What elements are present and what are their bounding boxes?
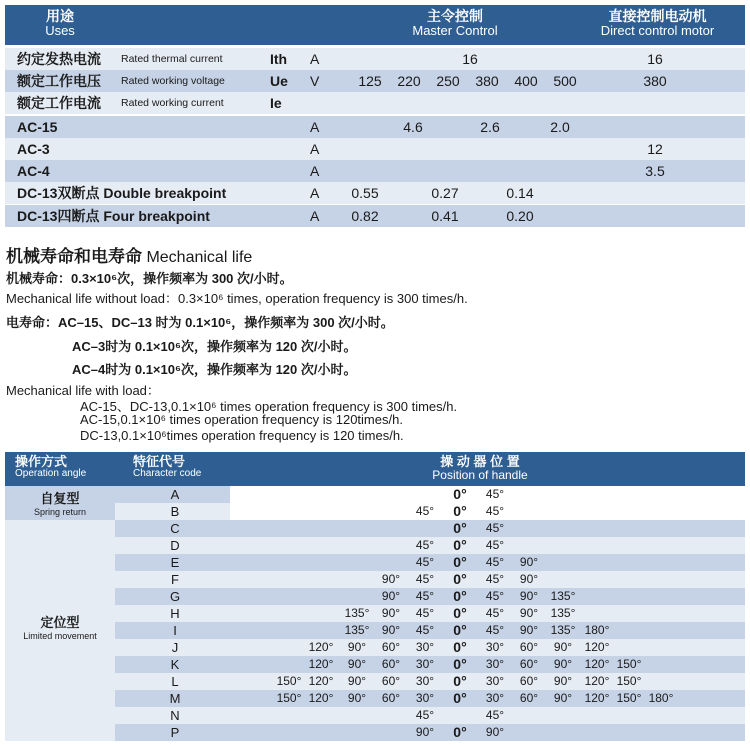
spec-row-english: Rated thermal current — [121, 53, 223, 65]
spec-master-value: 4.6 — [403, 119, 423, 135]
position-angle: 30° — [485, 657, 505, 671]
spec-row — [5, 48, 745, 70]
position-angle: 30° — [485, 674, 505, 688]
position-angle: 90° — [519, 623, 539, 637]
uses-header: 用途 Uses — [45, 8, 75, 38]
position-zero: 0° — [453, 486, 467, 502]
position-angle: 90° — [347, 674, 367, 688]
position-angle: 60° — [519, 691, 539, 705]
position-angle: 120° — [308, 640, 334, 654]
spec-master-value: 2.0 — [550, 119, 570, 135]
position-row — [5, 588, 745, 605]
position-zero: 0° — [453, 673, 467, 689]
life-line: 机械寿命：0.3×10⁶次，操作频率为 300 次/小时。 — [6, 271, 293, 286]
spec-direct-value: 3.5 — [645, 163, 665, 179]
spec-master-value: 0.41 — [431, 208, 459, 224]
position-angle: 120° — [584, 691, 610, 705]
spec-row — [5, 160, 745, 182]
position-code: L — [171, 674, 179, 689]
position-code: E — [170, 555, 180, 570]
spec-row-name: DC-13双断点 Double breakpoint — [17, 185, 227, 201]
spec-master-value: 0.14 — [506, 185, 534, 201]
spec-master-value: 125 — [358, 73, 382, 89]
position-angle: 60° — [381, 674, 401, 688]
position-angle: 90° — [553, 691, 573, 705]
position-zero: 0° — [453, 520, 467, 536]
spec-row-name: 约定发热电流 — [17, 51, 101, 67]
position-angle: 45° — [485, 708, 505, 722]
life-line: Mechanical life with load： — [6, 383, 160, 398]
position-angle: 120° — [584, 657, 610, 671]
position-row — [5, 503, 745, 520]
position-angle: 30° — [415, 640, 435, 654]
spec-direct-value: 380 — [643, 73, 667, 89]
position-angle: 45° — [485, 606, 505, 620]
position-angle: 45° — [485, 521, 505, 535]
position-angle: 120° — [584, 674, 610, 688]
position-angle: 45° — [415, 623, 435, 637]
life-line: AC-15,0.1×10⁶ times operation frequency is 120times/h. — [80, 412, 403, 427]
position-angle: 90° — [553, 674, 573, 688]
life-line: AC–3时为 0.1×10⁶次，操作频率为 120 次/小时。 — [72, 339, 357, 354]
spec-row-symbol: Ue — [270, 73, 288, 89]
position-angle: 150° — [616, 674, 642, 688]
life-line: Mechanical life without load：0.3×10⁶ times, operation frequency is 300 times/h. — [6, 291, 468, 306]
master-control-header: 主令控制 Master Control — [412, 8, 498, 38]
position-angle: 90° — [381, 606, 401, 620]
position-angle: 30° — [415, 674, 435, 688]
life-line: AC–4时为 0.1×10⁶次，操作频率为 120 次/小时。 — [72, 362, 357, 377]
handle-position-header: 操 动 器 位 置 Position of handle — [432, 454, 528, 482]
position-angle: 30° — [485, 640, 505, 654]
spec-direct-value: 16 — [647, 51, 663, 67]
position-angle: 45° — [415, 555, 435, 569]
position-code: G — [169, 589, 181, 604]
position-code: H — [170, 606, 180, 621]
position-angle: 45° — [485, 623, 505, 637]
position-code: C — [170, 521, 180, 536]
spec-row — [5, 182, 745, 204]
position-code: P — [170, 725, 180, 740]
position-angle: 90° — [519, 555, 539, 569]
position-angle: 90° — [381, 589, 401, 603]
spec-master-value: 380 — [475, 73, 499, 89]
spec-row-name: AC-3 — [17, 141, 50, 157]
position-angle: 120° — [308, 674, 334, 688]
spec-row-name: AC-4 — [17, 163, 50, 179]
position-zero: 0° — [453, 571, 467, 587]
group-limited-movement: 定位型 Limited movement — [23, 615, 97, 641]
position-angle: 45° — [415, 504, 435, 518]
position-angle: 45° — [415, 606, 435, 620]
life-line: DC-13,0.1×10⁶times operation frequency is 120 times/h. — [80, 428, 404, 443]
position-row — [5, 554, 745, 571]
position-angle: 135° — [344, 623, 370, 637]
spec-master-value: 400 — [514, 73, 538, 89]
spec-row-name: 额定工作电流 — [17, 95, 101, 111]
position-zero: 0° — [453, 537, 467, 553]
spec-row-unit: A — [310, 141, 320, 157]
position-angle: 150° — [276, 674, 302, 688]
position-row — [5, 690, 745, 707]
position-row — [5, 486, 745, 503]
position-zero: 0° — [453, 690, 467, 706]
position-row — [5, 707, 745, 724]
position-code: B — [170, 504, 180, 519]
group-spring-return: 自复型 Spring return — [33, 491, 87, 517]
position-row — [5, 622, 745, 639]
position-angle: 120° — [584, 640, 610, 654]
position-angle: 60° — [381, 640, 401, 654]
spec-master-value: 0.55 — [351, 185, 379, 201]
position-angle: 90° — [347, 691, 367, 705]
position-angle: 150° — [616, 691, 642, 705]
position-angle: 45° — [485, 555, 505, 569]
spec-row-english: Rated working current — [121, 97, 224, 109]
position-angle: 90° — [485, 725, 505, 739]
position-angle: 180° — [584, 623, 610, 637]
spec-master-value: 0.82 — [351, 208, 379, 224]
life-title: 机械寿命和电寿命 Mechanical life — [6, 247, 253, 266]
position-angle: 90° — [381, 623, 401, 637]
position-zero: 0° — [453, 622, 467, 638]
position-angle: 45° — [415, 538, 435, 552]
spec-master-value: 250 — [436, 73, 460, 89]
position-angle: 45° — [485, 487, 505, 501]
position-code: A — [170, 487, 180, 502]
spec-row-unit: A — [310, 208, 320, 224]
position-row — [5, 724, 745, 741]
spec-row-unit: A — [310, 185, 320, 201]
spec-table-header — [5, 5, 745, 45]
position-angle: 90° — [519, 589, 539, 603]
position-angle: 45° — [415, 708, 435, 722]
spec-row-name: AC-15 — [17, 119, 58, 135]
position-angle: 135° — [550, 623, 576, 637]
position-angle: 45° — [485, 589, 505, 603]
position-angle: 120° — [308, 657, 334, 671]
position-angle: 90° — [553, 657, 573, 671]
position-zero: 0° — [453, 605, 467, 621]
life-line: AC-15、DC-13,0.1×10⁶ times operation frequency is 300 times/h. — [80, 399, 458, 414]
position-row — [5, 639, 745, 656]
spec-master-value: 16 — [462, 51, 478, 67]
position-angle: 150° — [616, 657, 642, 671]
spec-row-symbol: Ie — [270, 95, 282, 111]
operation-mode-header: 操作方式 Operation angle — [15, 454, 87, 479]
spec-row-unit: A — [310, 51, 320, 67]
position-zero: 0° — [453, 554, 467, 570]
position-angle: 90° — [415, 725, 435, 739]
position-table-header — [5, 452, 745, 486]
spec-row — [5, 205, 745, 227]
position-angle: 60° — [519, 657, 539, 671]
position-angle: 135° — [550, 589, 576, 603]
spec-row-english: Rated working voltage — [121, 75, 225, 87]
spec-row-unit: A — [310, 119, 320, 135]
position-angle: 45° — [415, 572, 435, 586]
position-zero: 0° — [453, 588, 467, 604]
position-angle: 135° — [344, 606, 370, 620]
life-line: 电寿命：AC–15、DC–13 时为 0.1×10⁶，操作频率为 300 次/小时。 — [6, 315, 394, 330]
position-angle: 180° — [648, 691, 674, 705]
position-angle: 30° — [415, 691, 435, 705]
position-angle: 30° — [485, 691, 505, 705]
spec-row — [5, 116, 745, 138]
spec-row-symbol: Ith — [270, 51, 288, 67]
position-code: D — [170, 538, 180, 553]
position-angle: 60° — [381, 657, 401, 671]
position-row — [5, 537, 745, 554]
spec-row-unit: A — [310, 163, 320, 179]
spec-master-value: 2.6 — [480, 119, 500, 135]
spec-direct-value: 12 — [647, 141, 663, 157]
position-zero: 0° — [453, 639, 467, 655]
spec-master-value: 0.27 — [431, 185, 459, 201]
position-code: F — [171, 572, 179, 587]
direct-control-header: 直接控制电动机 Direct control motor — [600, 8, 715, 38]
position-code: I — [173, 623, 177, 638]
position-row — [5, 656, 745, 673]
position-code: N — [170, 708, 180, 723]
spec-row — [5, 92, 745, 114]
position-code: K — [170, 657, 180, 672]
position-angle: 120° — [308, 691, 334, 705]
position-angle: 90° — [553, 640, 573, 654]
position-angle: 45° — [485, 504, 505, 518]
position-zero: 0° — [453, 724, 467, 740]
spec-master-value: 0.20 — [506, 208, 534, 224]
position-row — [5, 605, 745, 622]
spec-row-unit: V — [310, 73, 320, 89]
character-code-header: 特征代号 Character code — [133, 454, 202, 479]
spec-master-value: 220 — [397, 73, 421, 89]
spec-row-name: DC-13四断点 Four breakpoint — [17, 208, 210, 224]
position-code: M — [169, 691, 181, 706]
position-angle: 45° — [485, 572, 505, 586]
position-angle: 90° — [519, 572, 539, 586]
position-angle: 45° — [485, 538, 505, 552]
position-row — [5, 520, 745, 537]
position-angle: 90° — [519, 606, 539, 620]
position-angle: 90° — [347, 657, 367, 671]
position-angle: 60° — [381, 691, 401, 705]
position-code: J — [171, 640, 179, 655]
spec-row — [5, 138, 745, 160]
position-angle: 60° — [519, 640, 539, 654]
position-angle: 45° — [415, 589, 435, 603]
position-angle: 90° — [381, 572, 401, 586]
position-angle: 90° — [347, 640, 367, 654]
position-zero: 0° — [453, 656, 467, 672]
position-zero: 0° — [453, 503, 467, 519]
spec-row-name: 额定工作电压 — [17, 73, 101, 89]
position-angle: 60° — [519, 674, 539, 688]
position-angle: 30° — [415, 657, 435, 671]
position-row — [5, 673, 745, 690]
spec-row — [5, 70, 745, 92]
position-angle: 135° — [550, 606, 576, 620]
position-angle: 150° — [276, 691, 302, 705]
position-row — [5, 571, 745, 588]
spec-master-value: 500 — [553, 73, 577, 89]
